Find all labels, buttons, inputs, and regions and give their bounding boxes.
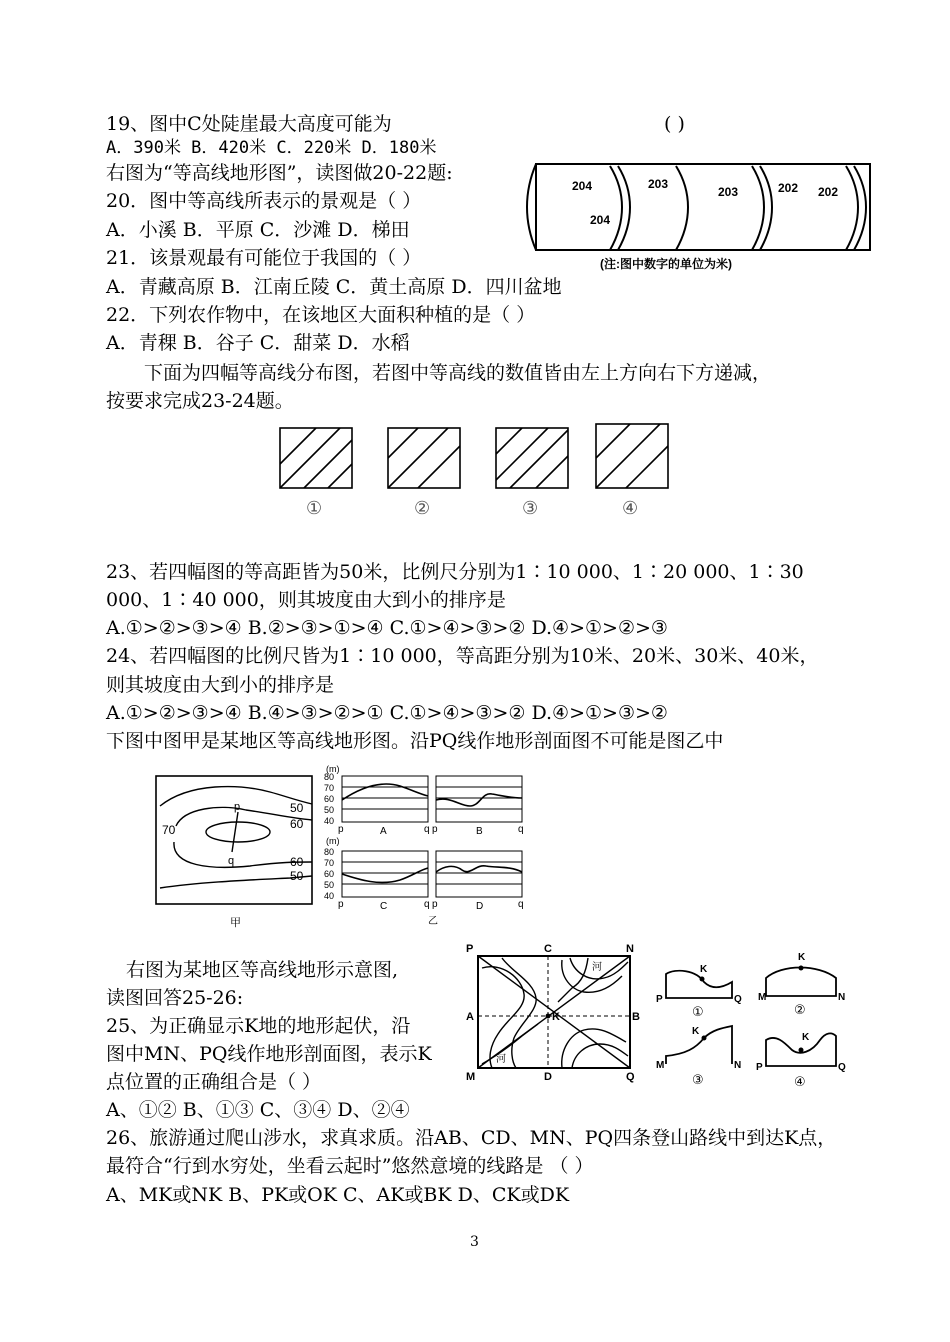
q25-line3: 点位置的正确组合是（ ） bbox=[106, 1071, 322, 1093]
profile-label: ③ bbox=[692, 1072, 704, 1087]
axis-q: q bbox=[424, 899, 430, 910]
intro-23-24-line1: 下面为四幅等高线分布图，若图中等高线的数值皆由左上方向右下方递减， bbox=[144, 362, 772, 384]
panel-label-d: D bbox=[476, 901, 484, 912]
caption-jia: 甲 bbox=[230, 917, 241, 929]
unit-label: (m) bbox=[326, 836, 340, 846]
profiles-yi bbox=[320, 762, 530, 932]
four-contour-squares-figure bbox=[270, 418, 680, 522]
profile-label: ② bbox=[794, 1002, 806, 1017]
axis-q: q bbox=[518, 824, 524, 835]
tick-label: 70 bbox=[324, 783, 335, 793]
tick-label: 40 bbox=[324, 816, 335, 826]
contour-value-50: 50 bbox=[290, 801, 304, 815]
q19-stem: 19、图中C处陡崖最大高度可能为 bbox=[106, 113, 392, 135]
profile-k: K bbox=[692, 1026, 700, 1037]
q19-options: A．390米 B．420米 C．220米 D．180米 bbox=[106, 138, 437, 158]
caption-yi: 乙 bbox=[428, 916, 438, 927]
point-a: A bbox=[466, 1011, 474, 1023]
corner-q: Q bbox=[626, 1071, 635, 1083]
contour-label: 202 bbox=[778, 181, 799, 195]
intro-25-26-line2: 读图回答25-26: bbox=[106, 987, 244, 1009]
profile-k: K bbox=[802, 1032, 810, 1043]
profile-end: N bbox=[734, 1060, 742, 1071]
page-number: 3 bbox=[470, 1234, 479, 1250]
contour-map-k bbox=[462, 938, 644, 1088]
q22-options: A．青稞 B．谷子 C．甜菜 D．水稻 bbox=[106, 332, 410, 354]
q25-line1: 25、为正确显示K地的地形起伏，沿 bbox=[106, 1015, 411, 1037]
river-label: 河 bbox=[592, 962, 602, 973]
terrace-contour-figure bbox=[528, 162, 876, 274]
square-label: ④ bbox=[622, 498, 639, 518]
q23-line1: 23、若四幅图的等高距皆为50米，比例尺分别为1∶10 000、1∶20 000、1∶30 bbox=[106, 561, 804, 583]
axis-q: q bbox=[424, 824, 430, 835]
q24-line1: 24、若四幅图的比例尺皆为1∶10 000，等高距分别为10米、20米、30米、40米， bbox=[106, 645, 819, 667]
tick-label: 50 bbox=[324, 880, 335, 890]
corner-p: P bbox=[466, 943, 474, 955]
figure-note: (注:图中数字的单位为米) bbox=[600, 257, 732, 271]
square-label: ② bbox=[414, 498, 431, 518]
profile-end: P bbox=[656, 994, 663, 1005]
square-label: ③ bbox=[522, 498, 539, 518]
intro-23-24-line2: 按要求完成23-24题。 bbox=[106, 390, 294, 412]
q20-stem: 20．图中等高线所表示的景观是（ ） bbox=[106, 190, 422, 212]
q21-stem: 21．该景观最有可能位于我国的（ ） bbox=[106, 247, 422, 269]
q24-options: A.①>②>③>④ B.④>③>②>① C.①>④>③>② D.④>①>③>② bbox=[106, 702, 668, 724]
tick-label: 80 bbox=[324, 847, 335, 857]
tick-label: 50 bbox=[324, 805, 335, 815]
q24-line2: 则其坡度由大到小的排序是 bbox=[106, 674, 335, 696]
k-profiles bbox=[652, 944, 856, 1090]
point-d: D bbox=[544, 1071, 552, 1083]
axis-p: p bbox=[432, 899, 438, 910]
profile-k: K bbox=[798, 952, 806, 963]
corner-n: N bbox=[626, 943, 634, 955]
tick-label: 60 bbox=[324, 794, 335, 804]
axis-p: p bbox=[338, 824, 344, 835]
point-c: C bbox=[544, 943, 552, 955]
contour-label: 204 bbox=[590, 213, 611, 227]
q19-paren: ( ) bbox=[664, 113, 685, 135]
point-b: B bbox=[632, 1011, 640, 1023]
point-k: K bbox=[552, 1011, 560, 1023]
profile-label: ① bbox=[692, 1004, 704, 1019]
contour-label: 202 bbox=[818, 185, 839, 199]
profile-end: Q bbox=[734, 994, 742, 1005]
axis-p: p bbox=[432, 824, 438, 835]
contour-map-jia bbox=[150, 770, 318, 930]
contour-label: 204 bbox=[572, 179, 593, 193]
q26-line1: 26、旅游通过爬山涉水，求真求质。沿AB、CD、MN、PQ四条登山路线中到达K点， bbox=[106, 1127, 837, 1149]
q22-stem: 22．下列农作物中，在该地区大面积种植的是（ ） bbox=[106, 304, 536, 326]
contour-value-60: 60 bbox=[290, 817, 304, 831]
contour-label: 203 bbox=[648, 177, 669, 191]
tick-label: 60 bbox=[324, 869, 335, 879]
q23-options: A.①>②>③>④ B.②>③>①>④ C.①>④>③>② D.④>①>②>③ bbox=[106, 617, 668, 639]
q23-line2: 000、1∶40 000，则其坡度由大到小的排序是 bbox=[106, 589, 506, 611]
profile-end: P bbox=[756, 1062, 763, 1073]
panel-label-c: C bbox=[380, 901, 388, 912]
panel-label-a: A bbox=[380, 826, 387, 837]
profile-end: M bbox=[656, 1060, 665, 1071]
corner-m: M bbox=[466, 1071, 476, 1083]
river-label: 河 bbox=[496, 1054, 506, 1065]
intro-pq: 下图中图甲是某地区等高线地形图。沿PQ线作地形剖面图不可能是图乙中 bbox=[106, 730, 724, 752]
contour-value-70: 70 bbox=[162, 823, 176, 837]
square-label: ① bbox=[306, 498, 323, 518]
contour-value-50: 50 bbox=[290, 869, 304, 883]
tick-label: 70 bbox=[324, 858, 335, 868]
profile-end: N bbox=[838, 992, 846, 1003]
panel-label-b: B bbox=[476, 826, 483, 837]
point-q: q bbox=[228, 855, 235, 867]
profile-end: Q bbox=[838, 1062, 846, 1073]
q25-options: A、①② B、①③ C、③④ D、②④ bbox=[106, 1099, 410, 1121]
profile-end: M bbox=[758, 992, 767, 1003]
profile-label: ④ bbox=[794, 1074, 806, 1089]
tick-label: 80 bbox=[324, 772, 335, 782]
tick-label: 40 bbox=[324, 891, 335, 901]
q20-options: A．小溪 B．平原 C．沙滩 D．梯田 bbox=[106, 219, 410, 241]
contour-value-60: 60 bbox=[290, 855, 304, 869]
q25-line2: 图中MN、PQ线作地形剖面图，表示K bbox=[106, 1043, 432, 1065]
q26-options: A、MK或NK B、PK或OK C、AK或BK D、CK或DK bbox=[106, 1184, 570, 1206]
axis-p: p bbox=[338, 899, 344, 910]
intro-20-22: 右图为“等高线地形图”，读图做20-22题: bbox=[106, 162, 453, 184]
q21-options: A．青藏高原 B．江南丘陵 C．黄土高原 D．四川盆地 bbox=[106, 276, 562, 298]
unit-label: (m) bbox=[326, 764, 340, 774]
contour-label: 203 bbox=[718, 185, 739, 199]
profile-k: K bbox=[700, 964, 708, 975]
q26-line2: 最符合“行到水穷处，坐看云起时”悠然意境的线路是 （ ） bbox=[106, 1155, 594, 1177]
axis-q: q bbox=[518, 899, 524, 910]
point-p: p bbox=[234, 801, 241, 813]
intro-25-26-line1: 右图为某地区等高线地形示意图, bbox=[126, 959, 399, 981]
